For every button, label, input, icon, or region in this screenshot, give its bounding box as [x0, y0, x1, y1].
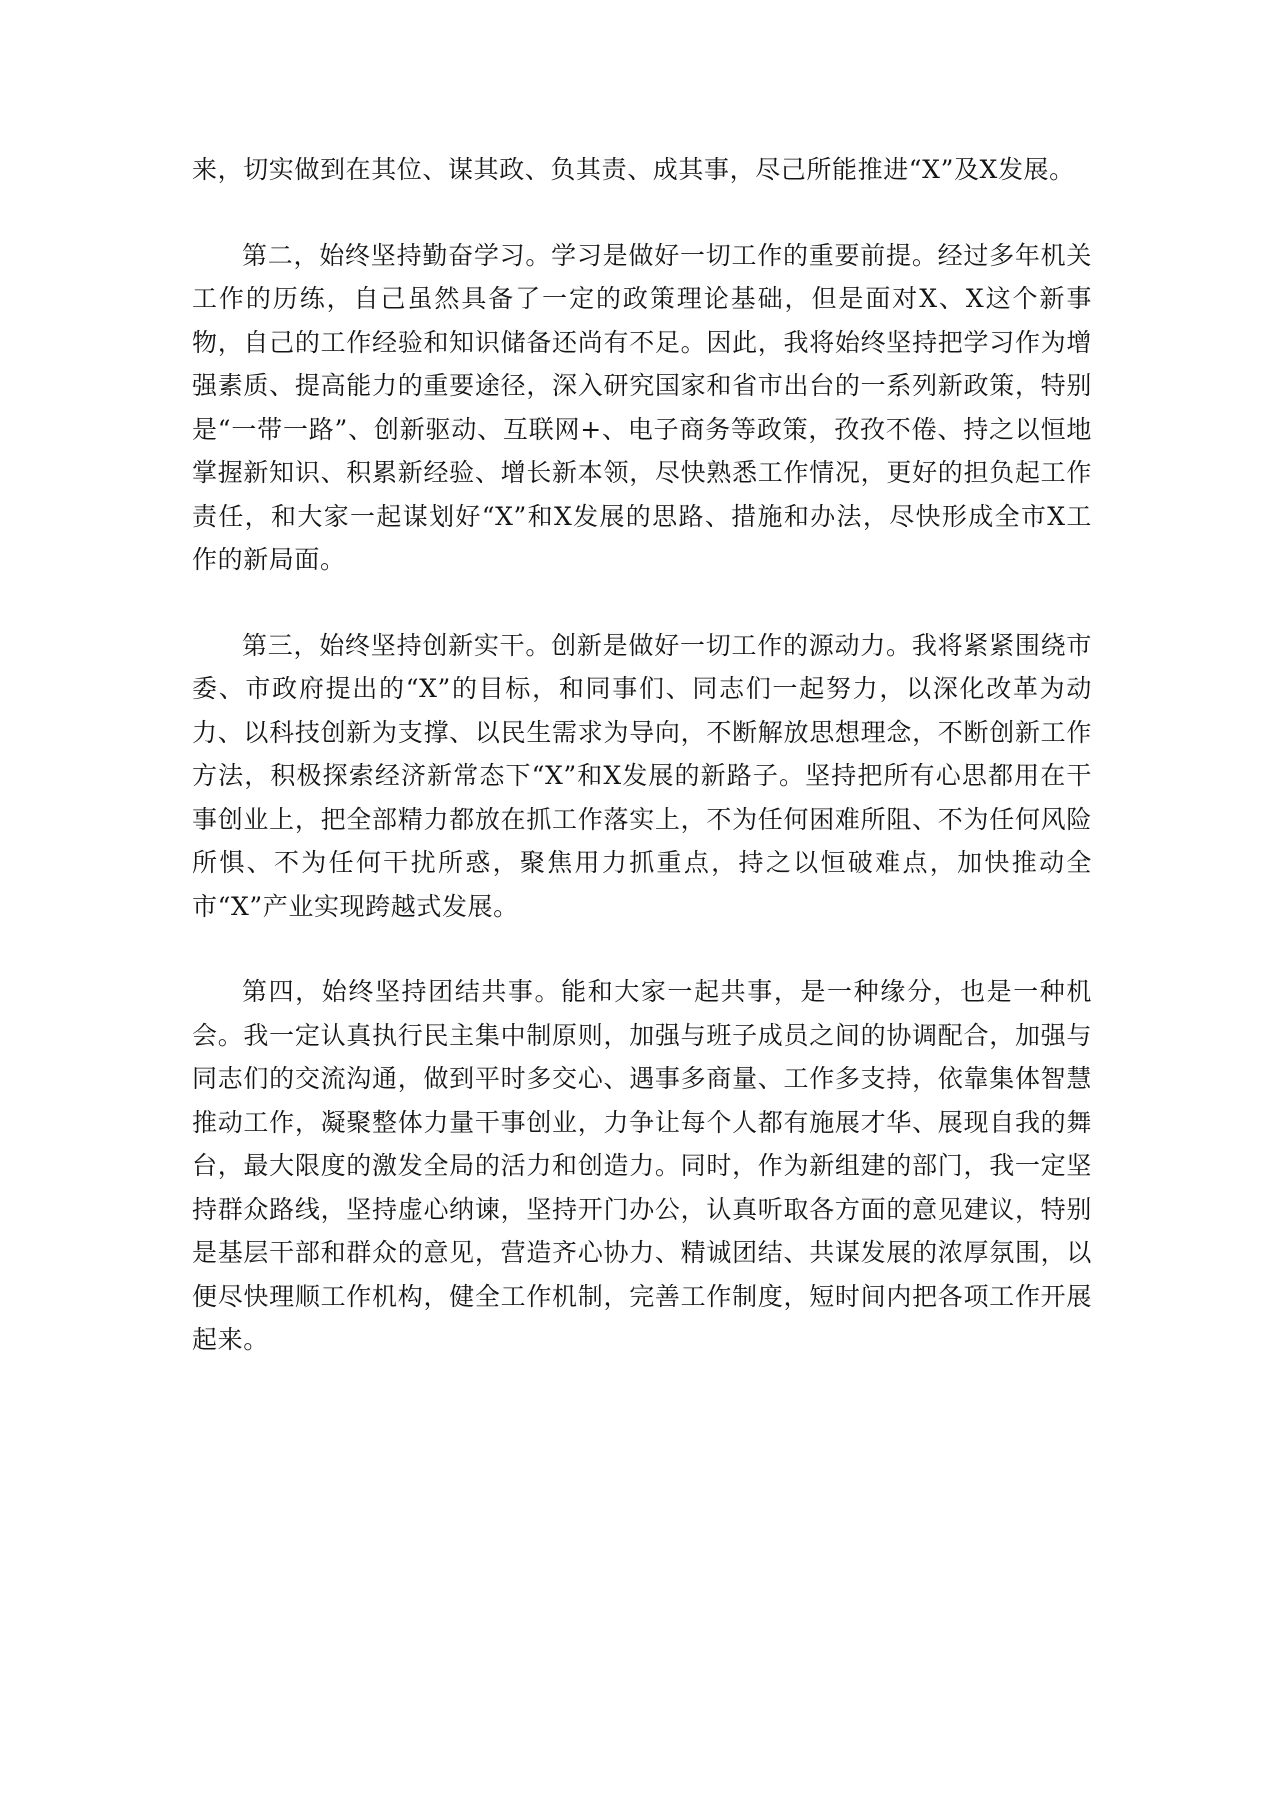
paragraph-innovation: 第三，始终坚持创新实干。创新是做好一切工作的源动力。我将紧紧围绕市委、市政府提出的“X”的目标，和同事们、同志们一起努力，以深化改革为动力、以科技创新为支撑、以民生需求为导向，不断解放思想理念，不断创新工作方法，积极探索经济新常态下“X”和X发展的新路子。坚持把所有心思都用在干事创业上，把全部精力都放在抓工作落实上，不为任何困难所阻、不为任何风险所惧、不为任何干扰所惑，聚焦用力抓重点，持之以恒破难点，加快推动全市“X”产业实现跨越式发展。 [192, 630, 1092, 921]
paragraph-unity: 第四，始终坚持团结共事。能和大家一起共事，是一种缘分，也是一种机会。我一定认真执行民主集中制原则，加强与班子成员之间的协调配合，加强与同志们的交流沟通，做到平时多交心、遇事多商量、工作多支持，依靠集体智慧推动工作，凝聚整体力量干事创业，力争让每个人都有施展才华、展现自我的舞台，最大限度的激发全局的活力和创造力。同时，作为新组建的部门，我一定坚持群众路线，坚持虚心纳谏，坚持开门办公，认真听取各方面的意见建议，特别是基层干部和群众的意见，营造齐心协力、精诚团结、共谋发展的浓厚氛围，以便尽快理顺工作机构，健全工作机制，完善工作制度，短时间内把各项工作开展起来。 [192, 977, 1092, 1354]
document-body [192, 148, 1092, 1404]
paragraph-continuation: 来，切实做到在其位、谋其政、负其责、成其事，尽己所能推进“X”及X发展。 [192, 155, 1075, 184]
paragraph-diligent-study: 第二，始终坚持勤奋学习。学习是做好一切工作的重要前提。经过多年机关工作的历练，自己虽然具备了一定的政策理论基础，但是面对X、X这个新事物，自己的工作经验和知识储备还尚有不足。因此，我将始终坚持把学习作为增强素质、提高能力的重要途径，深入研究国家和省市出台的一系列新政策，特别是“一带一路”、创新驱动、互联网+、电子商务等政策，孜孜不倦、持之以恒地掌握新知识、积累新经验、增长新本领，尽快熟悉工作情况，更好的担负起工作责任，和大家一起谋划好“X”和X发展的思路、措施和办法，尽快形成全市X工作的新局面。 [192, 240, 1092, 574]
